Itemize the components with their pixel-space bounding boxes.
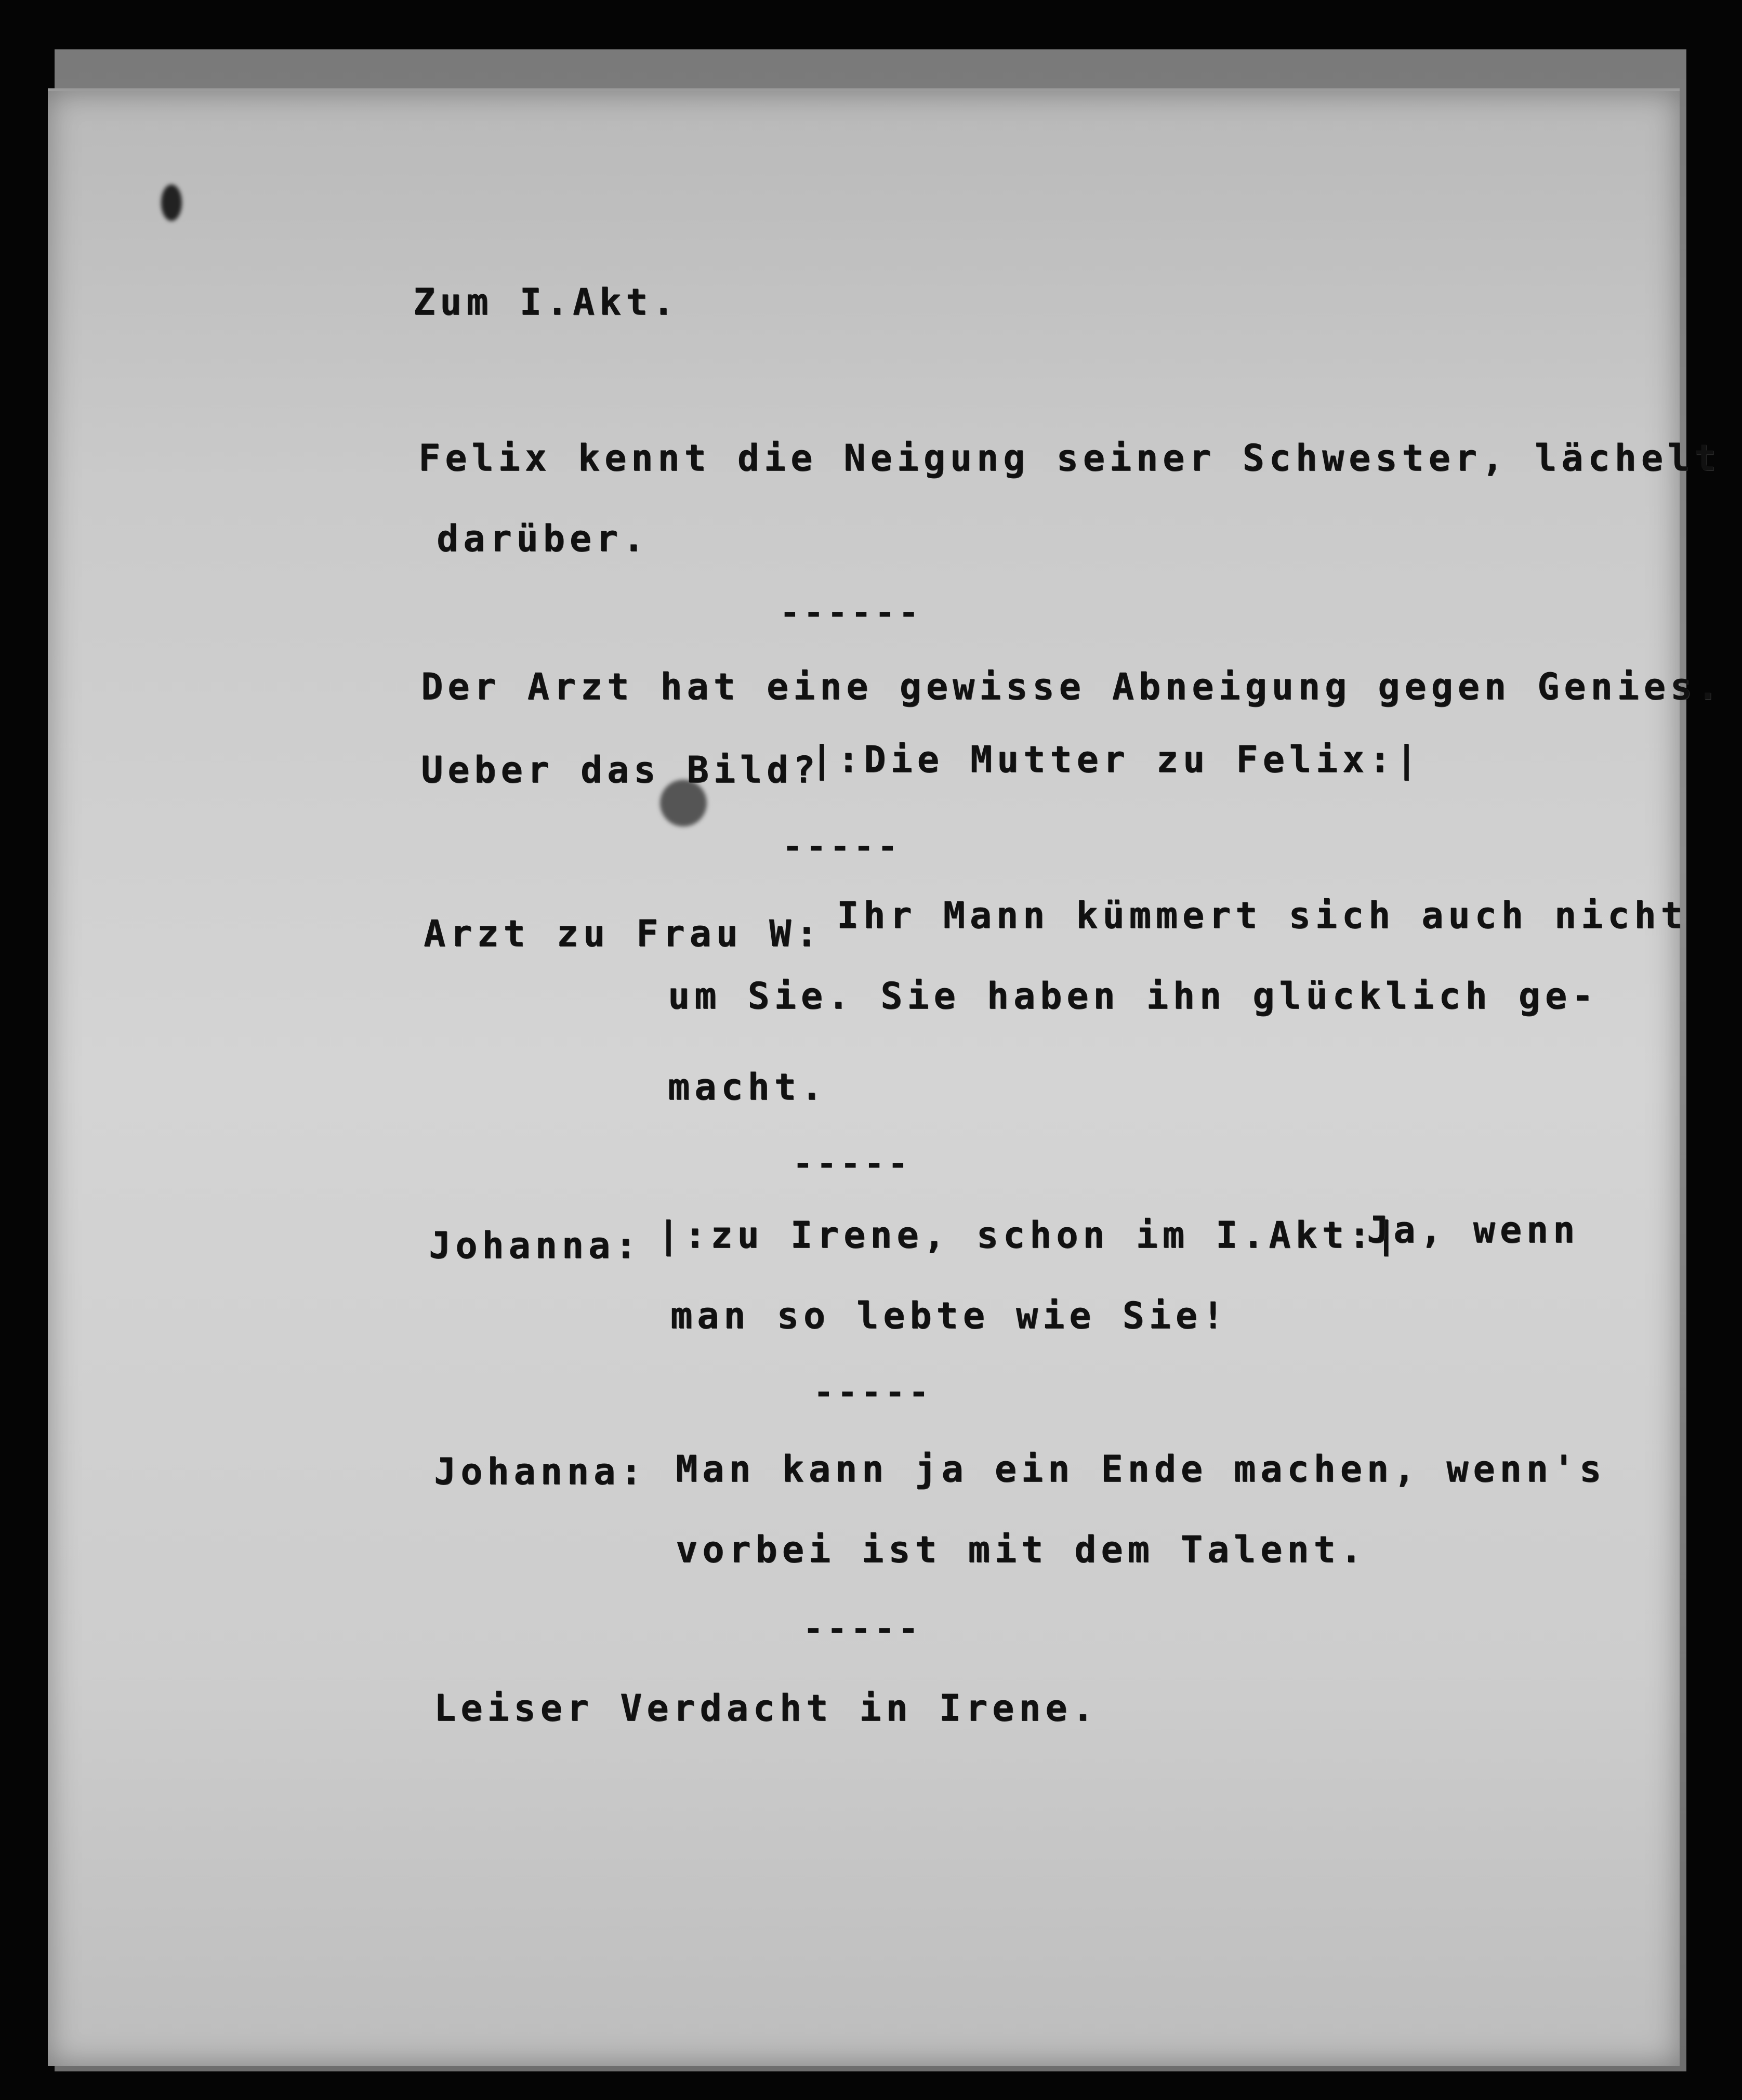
line-man-so-lebte: man so lebte wie Sie!: [670, 1294, 1229, 1337]
line-um-sie: um Sie. Sie haben ihn glücklich ge-: [668, 975, 1599, 1017]
speaker-johanna: Johanna:: [429, 1224, 642, 1267]
separator: -----: [803, 1609, 922, 1649]
speaker-arzt: Arzt zu Frau W:: [424, 912, 823, 955]
separator: ------: [780, 593, 922, 633]
line-felix: Felix kennt die Neigung seiner Schwester, lächelt: [418, 437, 1721, 479]
ink-blot: [161, 185, 182, 221]
document-page: [48, 91, 1680, 2066]
line-zu-irene: |:zu Irene, schon im I.Akt:|: [657, 1214, 1402, 1256]
line-arzt-genies: Der Arzt hat eine gewisse Abneigung gegen Genies.: [421, 665, 1724, 708]
separator: -----: [793, 1144, 912, 1184]
line-vorbei: vorbei ist mit dem Talent.: [676, 1528, 1367, 1571]
line-macht: macht.: [668, 1066, 827, 1108]
line-ueber-bild: Ueber das Bild?: [421, 749, 820, 791]
line-leiser-verdacht: Leiser Verdacht in Irene.: [434, 1687, 1099, 1729]
line-mutter-felix: |:Die Mutter zu Felix:|: [811, 738, 1422, 781]
separator: -----: [782, 826, 901, 867]
line-ihr-mann: Ihr Mann kümmert sich auch nicht: [837, 894, 1687, 937]
line-darueber: darüber.: [437, 517, 650, 560]
line-ja-wenn: Ja, wenn: [1367, 1209, 1580, 1251]
heading: Zum I.Akt.: [413, 281, 679, 323]
speaker-johanna-2: Johanna:: [434, 1450, 647, 1493]
line-ende-machen: Man kann ja ein Ende machen, wenn's: [676, 1448, 1606, 1490]
separator: -----: [813, 1372, 932, 1412]
